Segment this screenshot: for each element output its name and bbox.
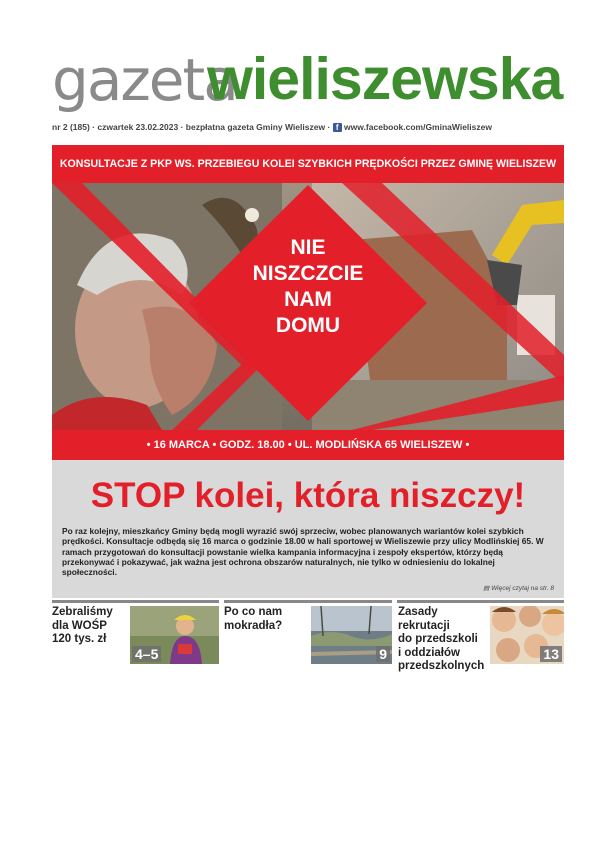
separator: ·: [327, 122, 331, 132]
teaser-line: Po co nam: [224, 606, 283, 618]
teaser-line: dla WOŚP: [52, 619, 107, 632]
lead-article-title: STOP kolei, która niszczy!: [90, 476, 526, 515]
page-number: 4–5: [132, 646, 161, 662]
read-more-note: [483, 584, 554, 592]
read-more-text: Więcej czytaj na str. 8: [491, 585, 554, 592]
teaser-thumb-preschool[interactable]: [490, 606, 564, 664]
separator: ·: [92, 122, 96, 132]
hero-banner: [52, 145, 564, 460]
issue-number: nr 2 (185): [52, 122, 90, 132]
issue-date: czwartek 23.02.2023: [97, 122, 179, 132]
masthead-title-bold: wieliszewska: [207, 46, 563, 112]
headline-line: DOMU: [275, 314, 341, 337]
headline-line: NAM: [284, 288, 332, 311]
masthead: [52, 40, 564, 120]
teaser-line: przedszkolnych: [398, 660, 485, 672]
teaser-line: 120 tys. zł: [52, 633, 107, 645]
issue-info-bar: [52, 120, 564, 134]
headline-line: NIE: [290, 236, 326, 259]
teaser-title-wosp[interactable]: [52, 606, 127, 647]
teaser-thumb-wosp[interactable]: [130, 606, 219, 664]
teaser-line: mokradła?: [224, 619, 283, 632]
consultation-banner: KONSULTACJE Z PKP WS. PRZEBIEGU KOLEI SZYBKICH PRĘDKOŚCI PRZEZ GMINĘ WIELISZEW: [52, 145, 564, 183]
separator: ·: [180, 122, 184, 132]
teaser-title-wetlands[interactable]: [224, 606, 309, 633]
read-more-icon: ▤: [483, 585, 490, 592]
facebook-icon: f: [333, 123, 342, 132]
headline-line: NISZCZCIE: [252, 262, 364, 285]
lead-article: [52, 460, 564, 598]
page-number: 13: [540, 646, 562, 662]
hero-headline: [240, 235, 376, 339]
teaser-title-preschool[interactable]: [398, 606, 490, 674]
teaser-divider: [52, 600, 219, 603]
teaser-divider: [224, 600, 392, 603]
page-number: 9: [376, 646, 390, 662]
lead-article-body: Po raz kolejny, mieszkańcy Gminy będą mogli wyrazić swój sprzeciw, wobec planowanych wariantów kolei szybkich prędkości. Konsultacje odbędą się 16 marca o godzinie 18.00 w hali sportowej w Wieliszewie przy ulicy Modlińskiej 65. W ramach przygotowań do konsultacji powstanie wielka kampania informacyjna i zespoły ekspertów, którzy będą przekonywać i pokazywać, jak ważna jest ochrona obszarów naturalnych, nie tylko w odniesieniu do lokalnej społeczności.: [62, 526, 544, 578]
teaser-line: Zasady rekrutacji: [398, 606, 450, 632]
masthead-title-light: gazeta: [52, 46, 237, 114]
teaser-line: Zebraliśmy: [52, 606, 113, 618]
teaser-line: i oddziałów: [398, 646, 460, 659]
teaser-divider: [397, 600, 564, 603]
facebook-link[interactable]: www.facebook.com/GminaWieliszew: [344, 122, 492, 132]
teaser-thumb-wetlands[interactable]: [311, 606, 392, 664]
event-details-banner: • 16 MARCA • GODZ. 18.00 • UL. MODLIŃSKA 65 WIELISZEW •: [52, 430, 564, 460]
teaser-line: do przedszkoli: [398, 633, 478, 645]
tagline: bezpłatna gazeta Gminy Wieliszew: [185, 122, 326, 132]
